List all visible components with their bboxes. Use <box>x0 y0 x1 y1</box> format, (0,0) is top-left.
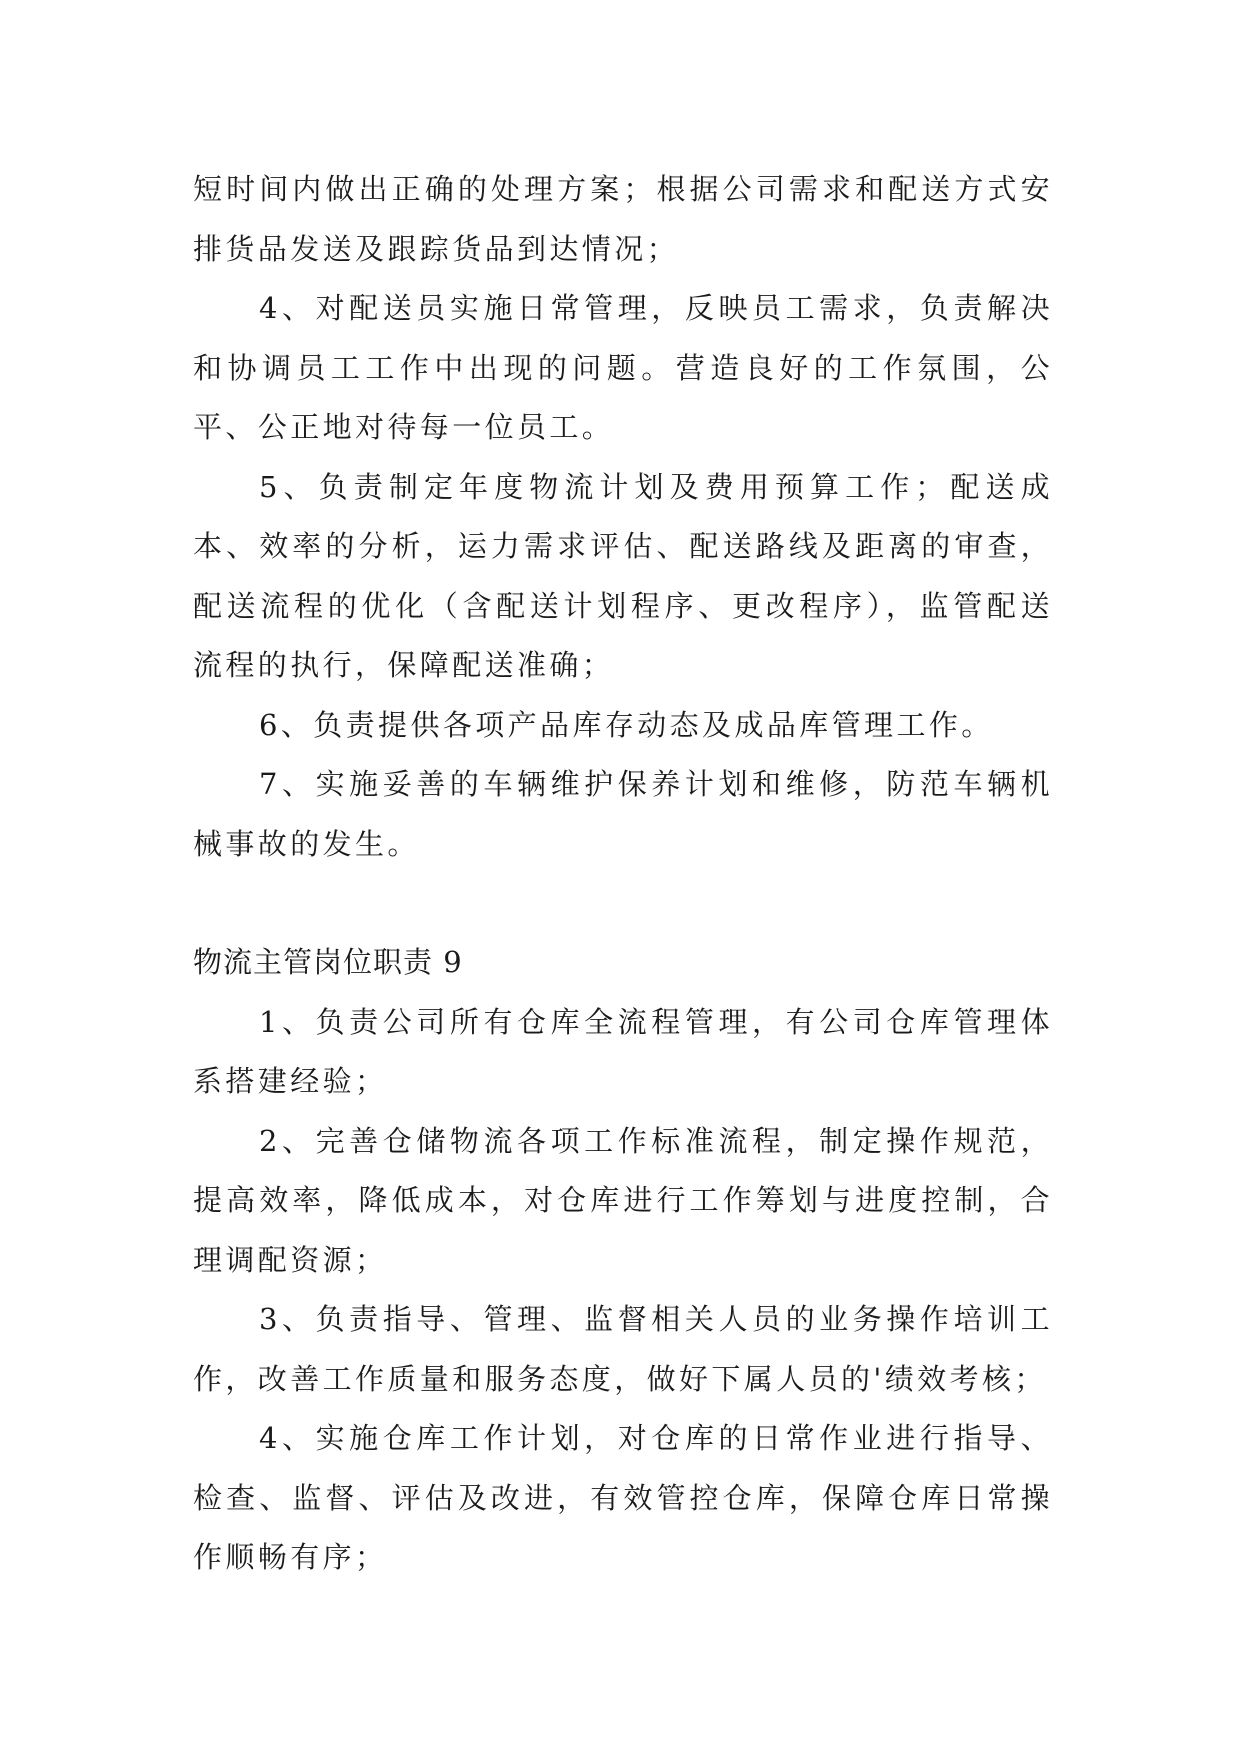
paragraph-item-4: 4、对配送员实施日常管理，反映员工需求，负责解决和协调员工工作中出现的问题。营造良好的工作氛围，公平、公正地对待每一位员工。 <box>193 291 1053 444</box>
paragraph-item-2: 2、完善仓储物流各项工作标准流程，制定操作规范，提高效率，降低成本，对仓库进行工作筹划与进度控制，合理调配资源； <box>193 1123 1053 1277</box>
paragraph-continued: 短时间内做出正确的处理方案；根据公司需求和配送方式安排货品发送及跟踪货品到达情况； <box>193 172 1053 266</box>
section-heading: 物流主管岗位职责 9 <box>193 945 463 979</box>
document-body <box>193 160 1053 1588</box>
paragraph-item-3: 3、负责指导、管理、监督相关人员的业务操作培训工作，改善工作质量和服务态度，做好下属人员的'绩效考核； <box>193 1302 1053 1396</box>
paragraph-item-7: 7、实施妥善的车辆维护保养计划和维修，防范车辆机械事故的发生。 <box>193 767 1053 861</box>
paragraph-item-4b: 4、实施仓库工作计划，对仓库的日常作业进行指导、检查、监督、评估及改进，有效管控仓库，保障仓库日常操作顺畅有序； <box>193 1421 1053 1574</box>
paragraph-item-6: 6、负责提供各项产品库存动态及成品库管理工作。 <box>259 707 994 742</box>
paragraph-item-5: 5、负责制定年度物流计划及费用预算工作；配送成本、效率的分析，运力需求评估、配送路线及距离的审查，配送流程的优化（含配送计划程序、更改程序），监管配送流程的执行，保障配送准确； <box>193 469 1053 682</box>
paragraph-item-1: 1、负责公司所有仓库全流程管理，有公司仓库管理体系搭建经验； <box>193 1004 1053 1098</box>
